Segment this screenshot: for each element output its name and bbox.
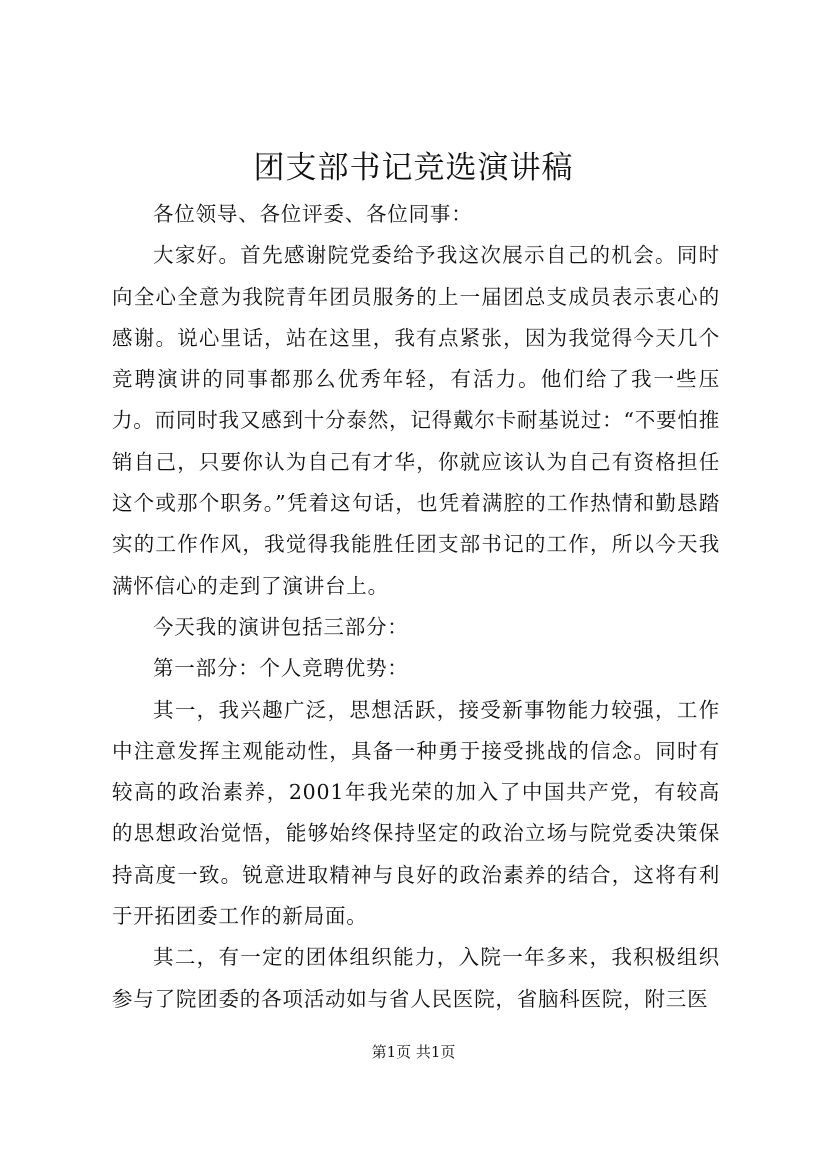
paragraph-outline: 今天我的演讲包括三部分：	[153, 614, 409, 639]
document-title: 团支部书记竞选演讲稿	[253, 150, 574, 186]
paragraph-point-two: 其二，有一定的团体组织能力，入院一年多来，我积极组织参与了院团委的各项活动如与省人民医院，省脑科医院，附三医	[112, 945, 720, 1011]
paragraph-point-one: 其一，我兴趣广泛，思想活跃，接受新事物能力较强，工作中注意发挥主观能动性，具备一种勇于接受挑战的信念。同时有较高的政治素养，2001年我光荣的加入了中国共产党，有较高的思想政治觉悟，能够始终保持坚定的政治立场与院党委决策保持高度一致。锐意进取精神与良好的政治素养的结合，这将有利于开拓团委工作的新局面。	[112, 697, 720, 929]
paragraph-salutation: 各位领导、各位评委、各位同事：	[153, 202, 473, 226]
paragraph-section-heading: 第一部分：个人竞聘优势：	[153, 656, 409, 681]
page-footer: 第1页 共1页	[371, 1043, 456, 1061]
paragraph-introduction: 大家好。首先感谢院党委给予我这次展示自己的机会。同时向全心全意为我院青年团员服务的上一届团总支成员表示衷心的感谢。说心里话，站在这里，我有点紧张，因为我觉得今天几个竞聘演讲的同事都那么优秀年轻，有活力。他们给了我一些压力。而同时我又感到十分泰然，记得戴尔卡耐基说过：“不要怕推销自己，只要你认为自己有才华，你就应该认为自己有资格担任这个或那个职务。”凭着这句话，也凭着满腔的工作热情和勤恳踏实的工作作风，我觉得我能胜任团支部书记的工作，所以今天我满怀信心的走到了演讲台上。	[112, 243, 720, 598]
document-body	[112, 194, 720, 1020]
